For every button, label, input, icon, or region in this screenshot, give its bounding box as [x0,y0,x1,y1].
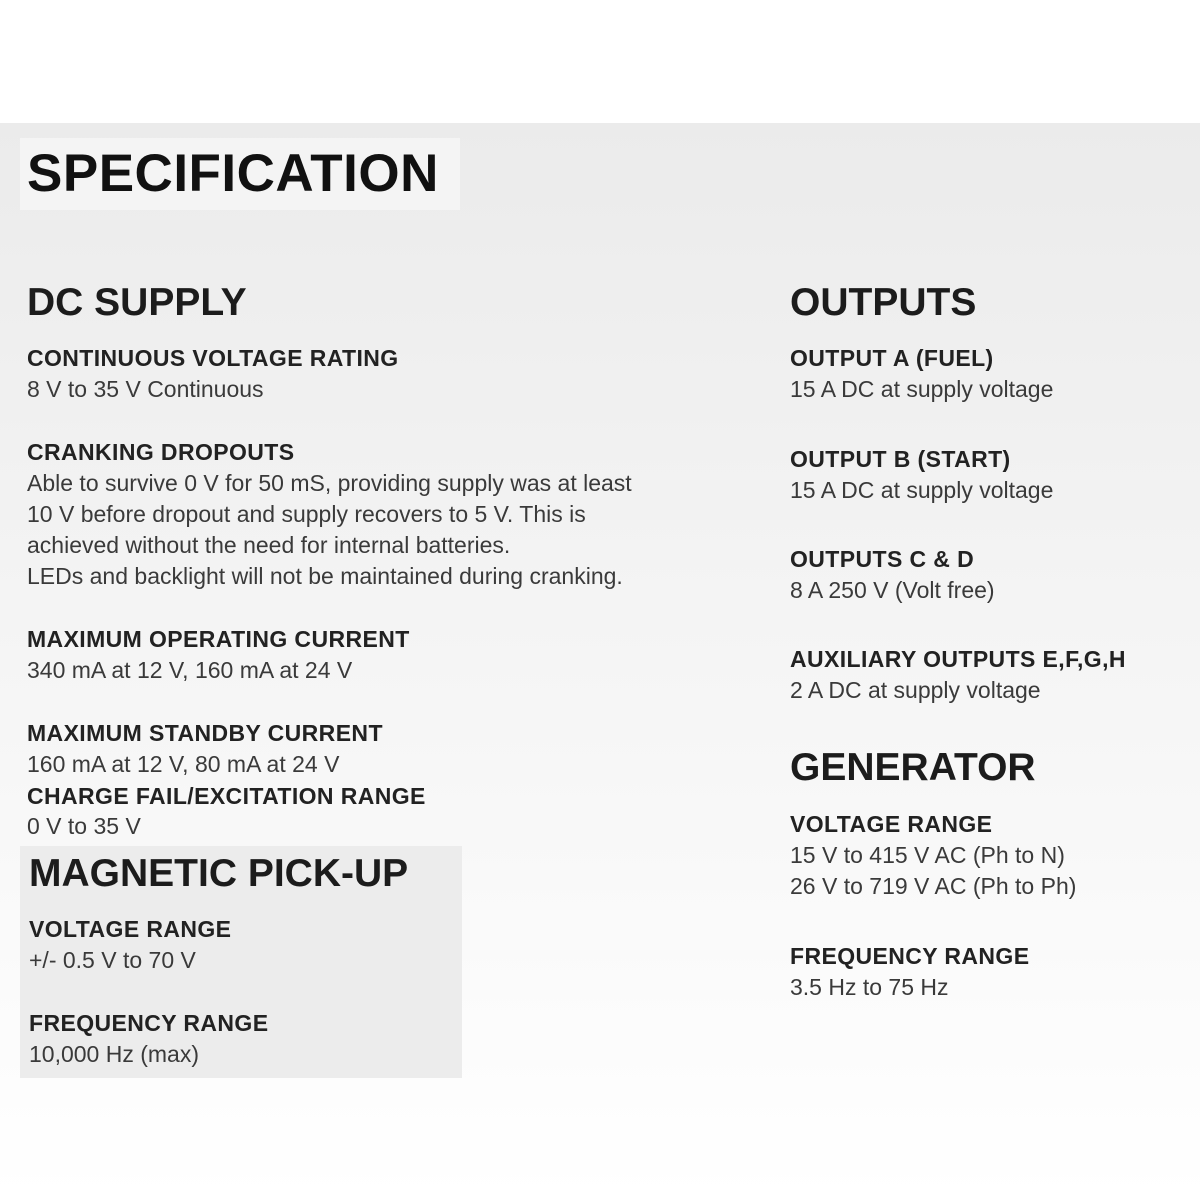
outputs-cd-value: 8 A 250 V (Volt free) [790,577,995,603]
dc-supply-heading: DC SUPPLY [27,281,247,324]
cranking-dropouts-label: CRANKING DROPOUTS [27,439,295,465]
aux-outputs-label: AUXILIARY OUTPUTS E,F,G,H [790,646,1126,672]
outputs-cd-label: OUTPUTS C & D [790,546,975,572]
max-operating-current-value: 340 mA at 12 V, 160 mA at 24 V [27,657,353,683]
gen-frequency-range-label: FREQUENCY RANGE [790,943,1030,969]
mag-voltage-range-label: VOLTAGE RANGE [29,916,232,942]
cranking-line: Able to survive 0 V for 50 mS, providing supply was at least [27,470,632,496]
gen-voltage-line: 15 V to 415 V AC (Ph to N) [790,842,1065,868]
gen-frequency-range-value: 3.5 Hz to 75 Hz [790,974,949,1000]
max-standby-current-value: 160 mA at 12 V, 80 mA at 24 V [27,751,340,777]
gen-voltage-range-label: VOLTAGE RANGE [790,811,993,837]
output-a-value: 15 A DC at supply voltage [790,376,1054,402]
cranking-line: achieved without the need for internal batteries. [27,532,511,558]
mag-frequency-range-value: 10,000 Hz (max) [29,1041,200,1067]
charge-fail-label: CHARGE FAIL/EXCITATION RANGE [27,783,426,809]
aux-outputs-value: 2 A DC at supply voltage [790,677,1041,703]
continuous-voltage-value: 8 V to 35 V Continuous [27,376,264,402]
magnetic-pickup-heading: MAGNETIC PICK-UP [29,852,409,895]
charge-fail-value: 0 V to 35 V [27,813,141,839]
mag-frequency-range-label: FREQUENCY RANGE [29,1010,269,1036]
continuous-voltage-label: CONTINUOUS VOLTAGE RATING [27,345,399,371]
cranking-line: 10 V before dropout and supply recovers to 5 V. This is [27,501,586,527]
page-title: SPECIFICATION [27,144,439,203]
max-operating-current-label: MAXIMUM OPERATING CURRENT [27,626,410,652]
cranking-line: LEDs and backlight will not be maintained during cranking. [27,563,623,589]
outputs-heading: OUTPUTS [790,281,977,324]
generator-heading: GENERATOR [790,746,1036,789]
gen-voltage-line: 26 V to 719 V AC (Ph to Ph) [790,873,1077,899]
output-b-label: OUTPUT B (START) [790,446,1011,472]
mag-voltage-range-value: +/- 0.5 V to 70 V [29,947,196,973]
cranking-dropouts-text [27,468,632,592]
max-standby-current-label: MAXIMUM STANDBY CURRENT [27,720,383,746]
gen-voltage-range-value [790,840,1076,902]
output-b-value: 15 A DC at supply voltage [790,477,1054,503]
output-a-label: OUTPUT A (FUEL) [790,345,994,371]
